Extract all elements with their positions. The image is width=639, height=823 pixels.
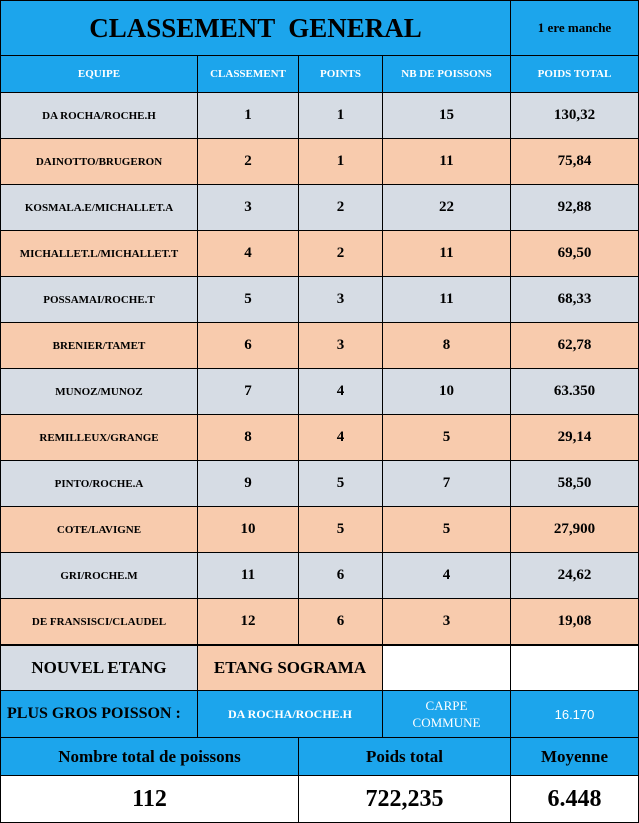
total-fish-value: 112	[0, 775, 299, 823]
row-3-points: 2	[298, 184, 383, 231]
row-8-fish: 5	[382, 414, 511, 461]
row-4-rank: 4	[197, 230, 299, 277]
row-11-fish: 4	[382, 552, 511, 599]
header-rank: CLASSEMENT	[197, 55, 299, 93]
row-8-rank: 8	[197, 414, 299, 461]
row-10-rank: 10	[197, 506, 299, 553]
row-5-team: POSSAMAI/ROCHE.T	[0, 276, 198, 323]
row-3-team: KOSMALA.E/MICHALLET.A	[0, 184, 198, 231]
row-3-fish: 22	[382, 184, 511, 231]
row-4-points: 2	[298, 230, 383, 277]
pond-label: NOUVEL ETANG	[0, 645, 198, 691]
row-7-team: MUNOZ/MUNOZ	[0, 368, 198, 415]
row-10-team: COTE/LAVIGNE	[0, 506, 198, 553]
total-weight-label: Poids total	[298, 737, 511, 776]
row-9-points: 5	[298, 460, 383, 507]
biggest-fish-team: DA ROCHA/ROCHE.H	[197, 690, 383, 738]
row-10-fish: 5	[382, 506, 511, 553]
row-4-team: MICHALLET.L/MICHALLET.T	[0, 230, 198, 277]
row-1-points: 1	[298, 92, 383, 139]
row-2-weight: 75,84	[510, 138, 639, 185]
row-2-team: DAINOTTO/BRUGERON	[0, 138, 198, 185]
row-6-team: BRENIER/TAMET	[0, 322, 198, 369]
row-11-team: GRI/ROCHE.M	[0, 552, 198, 599]
row-6-rank: 6	[197, 322, 299, 369]
row-11-points: 6	[298, 552, 383, 599]
sheet-title: CLASSEMENT GENERAL	[0, 0, 511, 56]
row-5-weight: 68,33	[510, 276, 639, 323]
row-12-weight: 19,08	[510, 598, 639, 645]
header-fish: NB DE POISSONS	[382, 55, 511, 93]
header-team: EQUIPE	[0, 55, 198, 93]
row-8-weight: 29,14	[510, 414, 639, 461]
pond-blank-2	[510, 645, 639, 691]
row-6-points: 3	[298, 322, 383, 369]
row-7-fish: 10	[382, 368, 511, 415]
row-4-fish: 11	[382, 230, 511, 277]
biggest-fish-species: CARPE COMMUNE	[382, 690, 511, 738]
row-7-points: 4	[298, 368, 383, 415]
row-1-weight: 130,32	[510, 92, 639, 139]
row-11-rank: 11	[197, 552, 299, 599]
row-3-weight: 92,88	[510, 184, 639, 231]
row-5-fish: 11	[382, 276, 511, 323]
row-10-weight: 27,900	[510, 506, 639, 553]
row-12-rank: 12	[197, 598, 299, 645]
row-2-points: 1	[298, 138, 383, 185]
row-10-points: 5	[298, 506, 383, 553]
row-1-fish: 15	[382, 92, 511, 139]
row-6-weight: 62,78	[510, 322, 639, 369]
pond-blank-1	[382, 645, 511, 691]
row-9-team: PINTO/ROCHE.A	[0, 460, 198, 507]
row-5-points: 3	[298, 276, 383, 323]
row-9-rank: 9	[197, 460, 299, 507]
row-3-rank: 3	[197, 184, 299, 231]
row-12-points: 6	[298, 598, 383, 645]
row-11-weight: 24,62	[510, 552, 639, 599]
row-2-rank: 2	[197, 138, 299, 185]
pond-name: ETANG SOGRAMA	[197, 645, 383, 691]
row-5-rank: 5	[197, 276, 299, 323]
row-12-fish: 3	[382, 598, 511, 645]
row-1-rank: 1	[197, 92, 299, 139]
row-8-team: REMILLEUX/GRANGE	[0, 414, 198, 461]
round-label: 1 ere manche	[510, 0, 639, 56]
row-7-weight: 63.350	[510, 368, 639, 415]
total-fish-label: Nombre total de poissons	[0, 737, 299, 776]
row-9-weight: 58,50	[510, 460, 639, 507]
average-label: Moyenne	[510, 737, 639, 776]
row-12-team: DE FRANSISCI/CLAUDEL	[0, 598, 198, 645]
row-9-fish: 7	[382, 460, 511, 507]
header-points: POINTS	[298, 55, 383, 93]
row-2-fish: 11	[382, 138, 511, 185]
biggest-fish-label: PLUS GROS POISSON :	[0, 690, 198, 738]
header-weight: POIDS TOTAL	[510, 55, 639, 93]
row-4-weight: 69,50	[510, 230, 639, 277]
average-value: 6.448	[510, 775, 639, 823]
row-6-fish: 8	[382, 322, 511, 369]
row-8-points: 4	[298, 414, 383, 461]
total-weight-value: 722,235	[298, 775, 511, 823]
row-1-team: DA ROCHA/ROCHE.H	[0, 92, 198, 139]
biggest-fish-weight: 16.170	[510, 690, 639, 738]
row-7-rank: 7	[197, 368, 299, 415]
